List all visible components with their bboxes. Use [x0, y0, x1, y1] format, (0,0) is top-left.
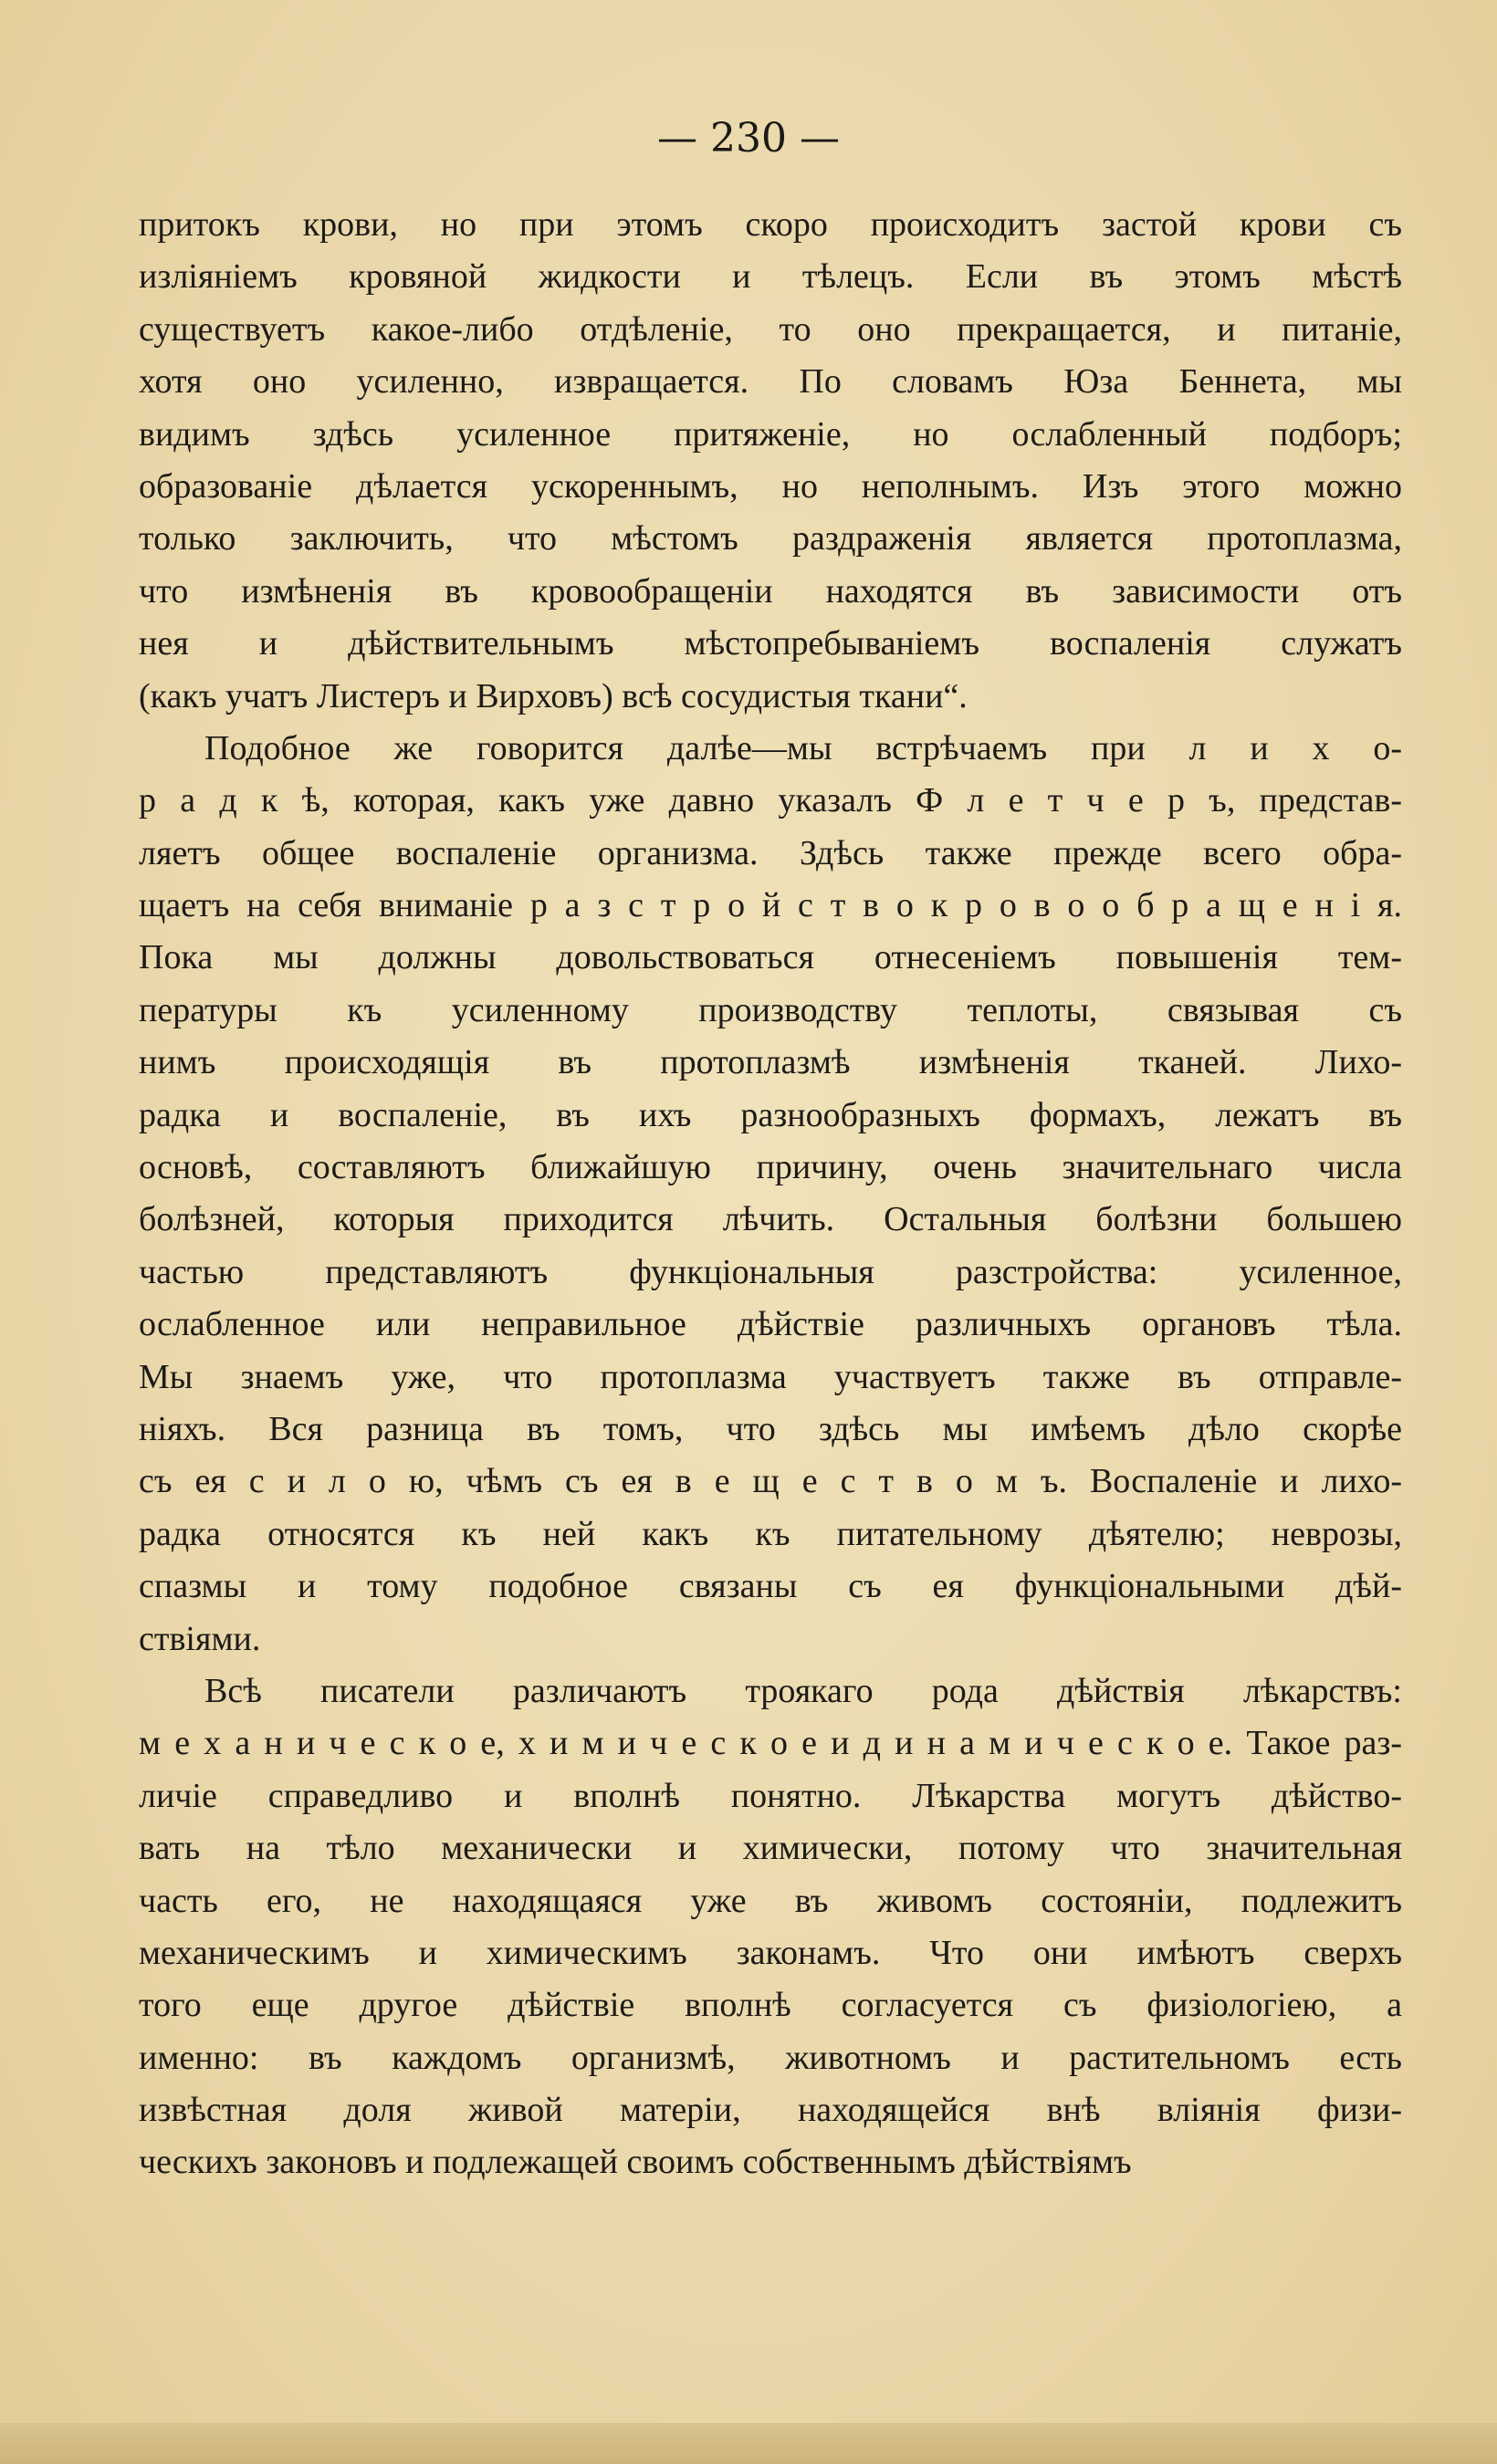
- text-line: именно: въ каждомъ организмѣ, животномъ и растительномъ есть: [139, 2038, 1402, 2077]
- text-line: частью представляютъ функціональныя разстройства: усиленное,: [139, 1252, 1402, 1291]
- text-line: Всѣ писатели различаютъ троякаго рода дѣйствія лѣкарствъ:: [204, 1671, 1402, 1710]
- text-line: Пока мы должны довольствоваться отнесеніемъ повышенія тем-: [139, 938, 1402, 977]
- text-line: (какъ учатъ Листеръ и Вирховъ) всѣ сосудистыя ткани“.: [139, 676, 968, 715]
- text-line: только заключить, что мѣстомъ раздраженія является протоплазма,: [139, 519, 1402, 559]
- text-line: нимъ происходящія въ протоплазмѣ измѣненія тканей. Лихо-: [139, 1043, 1402, 1082]
- text-line: личіе справедливо и вполнѣ понятно. Лѣкарства могутъ дѣйство-: [139, 1776, 1402, 1815]
- body-text: [139, 199, 1402, 2189]
- text-line: существуетъ какое-либо отдѣленіе, то оно прекращается, и питаніе,: [139, 309, 1402, 349]
- page-number: — 230 —: [657, 115, 840, 162]
- text-line: пературы къ усиленному производству теплоты, связывая съ: [139, 990, 1402, 1029]
- text-line: м е х а н и ч е с к о е, х и м и ч е с к о е и д и н а м и ч е с к о е. Такое раз-: [139, 1724, 1402, 1763]
- text-line: видимъ здѣсь усиленное притяженіе, но ослабленный подборъ;: [139, 414, 1402, 454]
- text-line: ніяхъ. Вся разница въ томъ, что здѣсь мы имѣемъ дѣло скорѣе: [139, 1409, 1402, 1448]
- page-bottom-edge: [0, 2423, 1497, 2464]
- text-line: радка относятся къ ней какъ къ питательному дѣятелю; неврозы,: [139, 1514, 1402, 1553]
- text-line: нея и дѣйствительнымъ мѣстопребываніемъ воспаленія служатъ: [139, 624, 1402, 663]
- paragraph: [139, 723, 1402, 1665]
- text-line: извѣстная доля живой матеріи, находящейся внѣ вліянія физи-: [139, 2091, 1402, 2130]
- text-line: ляетъ общее воспаленіе организма. Здѣсь также прежде всего обра-: [139, 833, 1402, 872]
- text-line: ческихъ законовъ и подлежащей своимъ собственнымъ дѣйствіямъ: [139, 2143, 1132, 2182]
- text-line: радка и воспаленіе, въ ихъ разнообразныхъ формахъ, лежатъ въ: [139, 1095, 1402, 1134]
- paragraph: [139, 199, 1402, 723]
- text-line: ослабленное или неправильное дѣйствіе различныхъ органовъ тѣла.: [139, 1305, 1402, 1344]
- text-line: притокъ крови, но при этомъ скоро происходитъ застой крови съ: [139, 205, 1402, 244]
- text-line: спазмы и тому подобное связаны съ ея функціональными дѣй-: [139, 1567, 1402, 1606]
- text-line: основѣ, составляютъ ближайшую причину, очень значительнаго числа: [139, 1148, 1402, 1187]
- text-line: того еще другое дѣйствіе вполнѣ согласуется съ физіологіею, а: [139, 1986, 1402, 2025]
- paragraph: [139, 1665, 1402, 2189]
- text-line: механическимъ и химическимъ законамъ. Что они имѣютъ сверхъ: [139, 1933, 1402, 1972]
- text-line: часть его, не находящаяся уже въ живомъ состояніи, подлежитъ: [139, 1881, 1402, 1920]
- text-line: Мы знаемъ уже, что протоплазма участвуетъ также въ отправле-: [139, 1357, 1402, 1396]
- text-line: ствіями.: [139, 1619, 261, 1658]
- text-line: образованіе дѣлается ускореннымъ, но неполнымъ. Изъ этого можно: [139, 466, 1402, 506]
- text-line: что измѣненія въ кровообращеніи находятся въ зависимости отъ: [139, 571, 1402, 611]
- text-line: щаетъ на себя вниманіе р а з с т р о й с т в о к р о в о о б р а щ е н і я.: [139, 886, 1402, 925]
- text-line: изліяніемъ кровяной жидкости и тѣлецъ. Если въ этомъ мѣстѣ: [139, 257, 1402, 297]
- text-line: вать на тѣло механически и химически, потому что значительная: [139, 1829, 1402, 1868]
- text-line: съ ея с и л о ю, чѣмъ съ ея в е щ е с т в о м ъ. Воспаленіе и лихо-: [139, 1462, 1402, 1501]
- text-line: р а д к ѣ, которая, какъ уже давно указалъ Ф л е т ч е р ъ, представ-: [139, 781, 1402, 820]
- text-line: болѣзней, которыя приходится лѣчить. Остальныя болѣзни большею: [139, 1200, 1402, 1239]
- text-line: хотя оно усиленно, извращается. По словамъ Юза Беннета, мы: [139, 362, 1402, 402]
- text-line: Подобное же говорится далѣе—мы встрѣчаемъ при л и х о-: [204, 728, 1402, 767]
